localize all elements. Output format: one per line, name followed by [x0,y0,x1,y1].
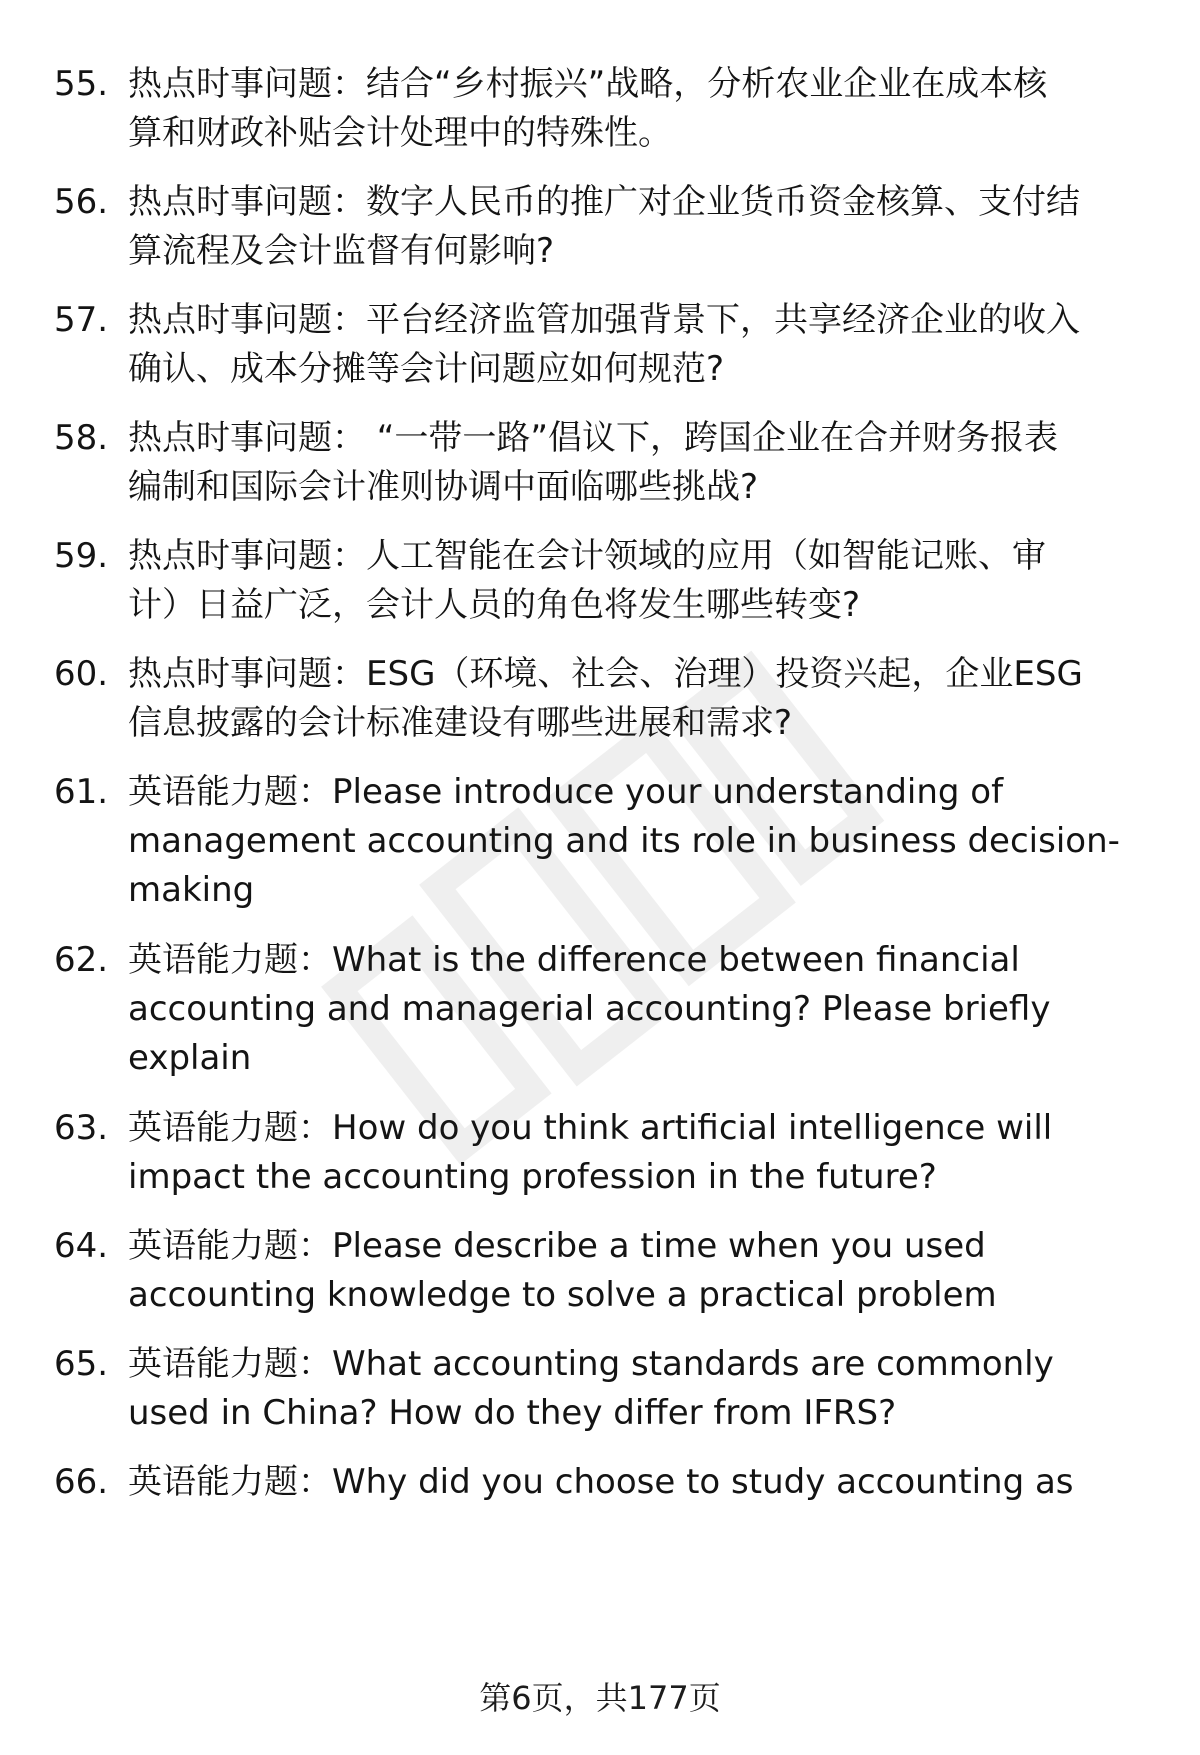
question-line: 计）日益广泛，会计人员的角色将发生哪些转变? [128,585,861,625]
page-number-footer: 第6页，共177页 [479,1679,721,1717]
question-line: 热点时事问题：平台经济监管加强背景下，共享经济企业的收入 [128,300,1080,340]
question-line: accounting and managerial accounting? Please briefly [128,989,1051,1029]
question-text [128,1340,1138,1438]
question-line: accounting knowledge to solve a practical problem [128,1275,997,1315]
question-line: impact the accounting profession in the future? [128,1157,937,1197]
question-line: explain [128,1038,252,1078]
question-line: 确认、成本分摊等会计问题应如何规范? [128,349,725,389]
question-line: 英语能力题：Please describe a time when you used [128,1226,986,1266]
question-text [128,60,1138,158]
question-line: 热点时事问题：人工智能在会计领域的应用（如智能记账、审 [128,536,1046,576]
question-line: 算流程及会计监督有何影响? [128,231,555,271]
question-text [128,178,1138,276]
question-line: 算和财政补贴会计处理中的特殊性。 [128,113,672,153]
question-text [128,936,1138,1083]
question-text [128,296,1138,394]
question-line: 热点时事问题：ESG（环境、社会、治理）投资兴起，企业ESG [128,654,1083,694]
question-text [128,1458,1138,1507]
question-text [128,414,1138,512]
question-line: 英语能力题：What is the difference between financial [128,940,1020,980]
question-number: 62. [54,940,109,980]
question-line: management accounting and its role in business decision- [128,821,1120,861]
question-number: 64. [54,1226,109,1266]
question-line: 热点时事问题： “一带一路”倡议下，跨国企业在合并财务报表 [128,418,1059,458]
question-number: 55. [54,64,109,104]
question-line: 英语能力题：What accounting standards are commonly [128,1344,1054,1384]
question-line: used in China? How do they differ from IFRS? [128,1393,897,1433]
question-number: 63. [54,1108,109,1148]
question-number: 65. [54,1344,109,1384]
question-line: 编制和国际会计准则协调中面临哪些挑战? [128,467,759,507]
question-number: 58. [54,418,109,458]
question-number: 57. [54,300,109,340]
question-text [128,1104,1138,1202]
question-number: 66. [54,1462,109,1502]
question-text [128,768,1138,915]
question-line: 英语能力题：How do you think artificial intelligence will [128,1108,1053,1148]
question-line: 热点时事问题：数字人民币的推广对企业货币资金核算、支付结 [128,182,1080,222]
question-line: making [128,870,255,910]
question-line: 热点时事问题：结合“乡村振兴”战略，分析农业企业在成本核 [128,64,1048,104]
question-line: 英语能力题：Please introduce your understanding of [128,772,1004,812]
question-text [128,650,1138,748]
question-line: 英语能力题：Why did you choose to study accounting as [128,1462,1074,1502]
question-text [128,532,1138,630]
question-number: 60. [54,654,109,694]
question-line: 信息披露的会计标准建设有哪些进展和需求? [128,703,793,743]
question-number: 56. [54,182,109,222]
question-number: 59. [54,536,109,576]
question-text [128,1222,1138,1320]
question-number: 61. [54,772,109,812]
